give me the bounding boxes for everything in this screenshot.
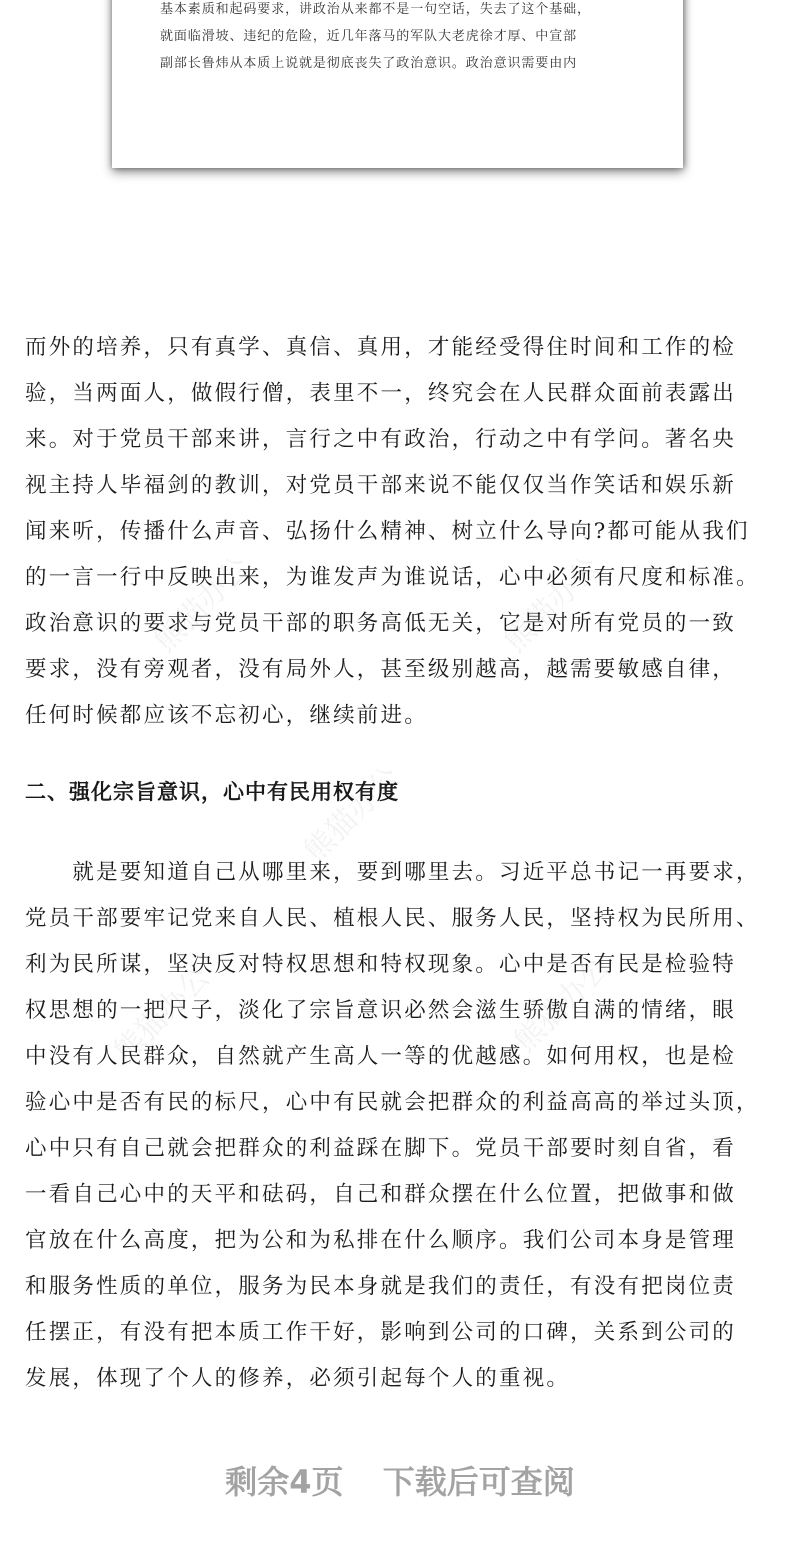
preview-line: 基本素质和起码要求，讲政治从来都不是一句空话，失去了这个基础， — [160, 2, 591, 17]
paragraph-line: 验，当两面人，做假行僧，表里不一，终究会在人民群众面前表露出 — [25, 381, 737, 406]
remaining-pages-label[interactable]: 剩余4页 — [225, 1463, 344, 1501]
paragraph-line: 党员干部要牢记党来自人民、植根人民、服务人民，坚持权为民所用、 — [25, 906, 760, 931]
paragraph-line: 闻来听，传播什么声音、弘扬什么精神、树立什么导向?都可能从我们 — [25, 519, 750, 544]
paragraph-line: 要求，没有旁观者，没有局外人，甚至级别越高，越需要敏感自律， — [25, 657, 737, 682]
paragraph-line: 一看自己心中的天平和砝码，自己和群众摆在什么位置，把做事和做 — [25, 1182, 737, 1207]
paragraph-line: 任摆正，有没有把本质工作干好，影响到公司的口碑，关系到公司的 — [25, 1320, 737, 1345]
download-to-read-banner[interactable] — [0, 1458, 800, 1506]
section-two-paragraph — [25, 850, 785, 1402]
paragraph-line: 中没有人民群众，自然就产生高人一等的优越感。如何用权，也是检 — [25, 1044, 737, 1069]
paragraph-line: 的一言一行中反映出来，为谁发声为谁说话，心中必须有尺度和标准。 — [25, 565, 760, 590]
watermark-logo: 熊猫办公 — [507, 949, 618, 1060]
watermark-logo: 熊猫办公 — [497, 549, 608, 660]
page-preview-card — [112, 0, 683, 168]
paragraph-line: 官放在什么高度，把为公和为私排在什么顺序。我们公司本身是管理 — [25, 1228, 737, 1253]
paragraph-line: 视主持人毕福剑的教训，对党员干部来说不能仅仅当作笑话和娱乐新 — [25, 473, 737, 498]
paragraph-line: 心中只有自己就会把群众的利益踩在脚下。党员干部要时刻自省，看 — [25, 1136, 737, 1161]
preview-line: 副部长鲁炜从本质上说就是彻底丧失了政治意识。政治意识需要由内 — [160, 56, 578, 71]
paragraph-line: 和服务性质的单位，服务为民本身就是我们的责任，有没有把岗位责 — [25, 1274, 737, 1299]
paragraph-line: 发展，体现了个人的修养，必须引起每个人的重视。 — [25, 1366, 571, 1391]
paragraph-line: 来。对于党员干部来讲，言行之中有政治，行动之中有学问。著名央 — [25, 427, 737, 452]
watermark-logo: 熊猫办公 — [297, 759, 408, 870]
download-to-view-label[interactable]: 下载后可查阅 — [382, 1463, 575, 1501]
section-two-heading: 二、强化宗旨意识，心中有民用权有度 — [25, 780, 399, 804]
paragraph-line: 就是要知道自己从哪里来，要到哪里去。习近平总书记一再要求， — [25, 860, 760, 885]
preview-line: 就面临滑坡、违纪的危险，近几年落马的军队大老虎徐才厚、中宣部 — [160, 29, 578, 44]
paragraph-line: 而外的培养，只有真学、真信、真用，才能经受得住时间和工作的检 — [25, 335, 737, 360]
paragraph-line: 权思想的一把尺子，淡化了宗旨意识必然会滋生骄傲自满的情绪，眼 — [25, 998, 737, 1023]
paragraph-line: 政治意识的要求与党员干部的职务高低无关，它是对所有党员的一致 — [25, 611, 737, 636]
watermark-logo: 熊猫办公 — [147, 549, 258, 660]
paragraph-line: 利为民所谋，坚决反对特权思想和特权现象。心中是否有民是检验特 — [25, 952, 737, 977]
paragraph-line: 任何时候都应该不忘初心，继续前进。 — [25, 703, 428, 728]
paragraph-line: 验心中是否有民的标尺，心中有民就会把群众的利益高高的举过头顶， — [25, 1090, 760, 1115]
section-one-paragraph — [25, 325, 785, 739]
preview-text — [160, 0, 640, 77]
watermark-logo: 熊猫办公 — [107, 959, 218, 1070]
